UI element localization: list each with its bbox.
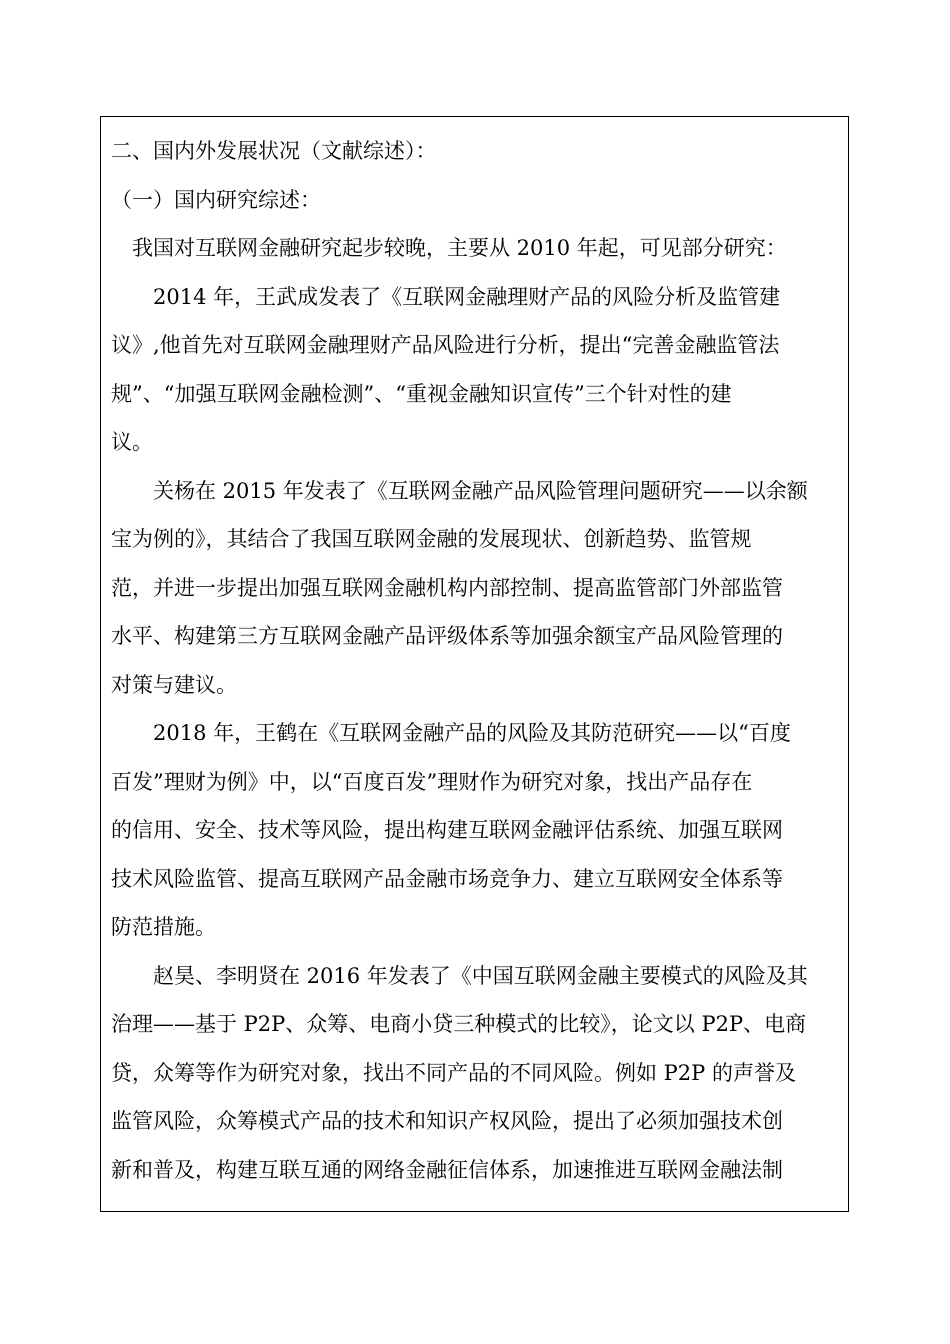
paragraph-line: 防范措施。 <box>111 915 216 939</box>
paragraph-line: 监管风险，众筹模式产品的技术和知识产权风险，提出了必须加强技术创 <box>111 1109 783 1133</box>
paragraph-line: 规”、“加强互联网金融检测”、“重视金融知识宣传”三个针对性的建 <box>111 381 732 406</box>
paragraph-line: 技术风险监管、提高互联网产品金融市场竞争力、建立互联网安全体系等 <box>111 866 783 891</box>
paragraph-line: 我国对互联网金融研究起步较晚，主要从 2010 年起，可见部分研究： <box>132 236 787 260</box>
paragraph-line: 2018 年，王鹤在《互联网金融产品的风险及其防范研究——以“百度 <box>153 721 791 745</box>
paragraph-line: 范，并进一步提出加强互联网金融机构内部控制、提高监管部门外部监管 <box>111 575 783 600</box>
paragraph-line: 议》,他首先对互联网金融理财产品风险进行分析，提出“完善金融监管法 <box>111 333 780 357</box>
paragraph-line: 的信用、安全、技术等风险，提出构建互联网金融评估系统、加强互联网 <box>111 818 783 842</box>
document-table-cell <box>100 116 849 1212</box>
paragraph-line: 议。 <box>111 430 153 454</box>
paragraph-line: 宝为例的》，其结合了我国互联网金融的发展现状、创新趋势、监管规 <box>111 527 752 551</box>
paragraph-line: 贷，众筹等作为研究对象，找出不同产品的不同风险。例如 P2P 的声誉及 <box>111 1060 796 1085</box>
document-body <box>111 127 841 1194</box>
paragraph-line: 赵昊、李明贤在 2016 年发表了《中国互联网金融主要模式的风险及其 <box>153 963 808 988</box>
paragraph-line: 2014 年，王武成发表了《互联网金融理财产品的风险分析及监管建 <box>153 284 781 309</box>
subsection-heading: （一）国内研究综述： <box>111 187 321 212</box>
paragraph-line: 水平、构建第三方互联网金融产品评级体系等加强余额宝产品风险管理的 <box>111 624 783 648</box>
paragraph-line: 百发”理财为例》中，以“百度百发”理财作为研究对象，找出产品存在 <box>111 769 753 794</box>
section-heading: 二、国内外发展状况（文献综述）： <box>111 139 437 163</box>
paragraph-line: 新和普及，构建互联互通的网络金融征信体系，加速推进互联网金融法制 <box>111 1157 783 1182</box>
paragraph-line: 对策与建议。 <box>111 672 237 697</box>
paragraph-line: 关杨在 2015 年发表了《互联网金融产品风险管理问题研究——以余额 <box>153 478 808 503</box>
paragraph-line: 治理——基于 P2P、众筹、电商小贷三种模式的比较》，论文以 P2P、电商 <box>111 1012 807 1036</box>
